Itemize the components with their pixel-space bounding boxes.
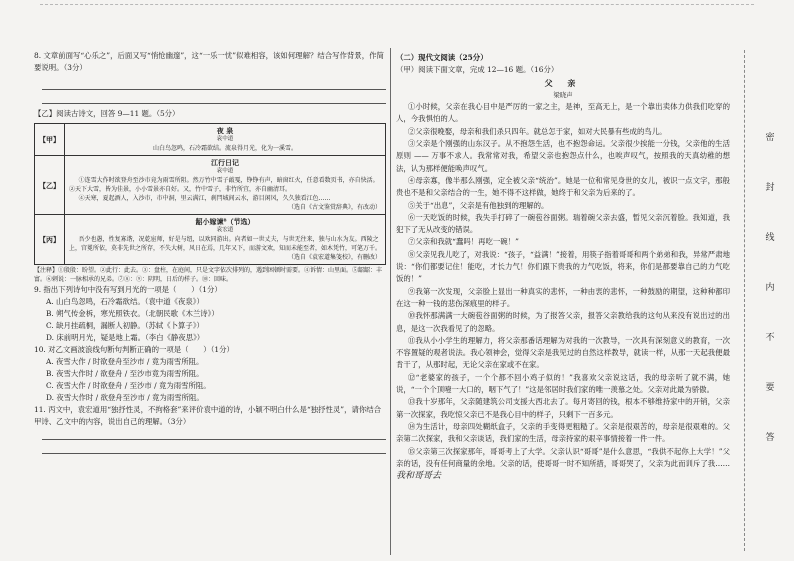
right-column — [396, 52, 730, 482]
poem-title: 夜 泉 — [216, 126, 234, 135]
paragraph-10: ⑩我怀那满满一大碗苞谷面粥的时候，为了报答父亲，报答父亲教给我的这句从来没有说出过的出息，是这一次我看见了的忽略。 — [396, 311, 730, 333]
paragraph-14: ⑭为生活计，母亲四处糊纸盒子，父亲的手变得更粗糙了。父亲是很艰苦的，母亲是很艰难的。父亲第二次探家，我和父亲谈话，我们家的生活，母亲持家的艰辛事情接着一件一件。 — [396, 421, 730, 444]
seal-line-text — [760, 130, 780, 480]
seal-char: 要 — [765, 383, 775, 393]
poem-table — [34, 123, 386, 265]
answer-line[interactable] — [42, 428, 386, 440]
paragraph-15 — [396, 446, 730, 483]
poem-notes: 【注释】①殷殷：盼望。②此行：此去。③：盘柱，在庭间，只是文字依次排列的，遇到困顿时需要。④诉情：山里面。⑤龆龆：丰富。⑥刺说：一脉相承的兄弟。⑦⑧：⑨：阴明，日后的样子。⑩：回味。 — [34, 267, 383, 283]
paragraph-5: ⑤关于“出息”，父亲是有他独到的理解的。 — [407, 200, 549, 210]
paragraph-1: ①小时候，父亲在我心目中是严厉的一家之主，是神，至高无上，是一个靠出卖体力供我们吃穿的人，今我惧怕的人。 — [396, 102, 730, 124]
poem-label-bing: 【丙】 — [35, 215, 65, 265]
column-divider — [390, 48, 391, 555]
option-d[interactable]: D. 夜雪大作时 / 欲登舟至沙市 / 竟为雨雪所阻。 — [46, 393, 204, 403]
section-heading: （二）现代文阅读（25分） — [396, 53, 488, 62]
poem-lines: 山白鸟忽鸣，石冷霜欲结。流泉得月光，化为一溪雪。 — [152, 145, 297, 152]
answer-line[interactable] — [42, 92, 386, 104]
paragraph-4: ④母亲寡，像半那么刚强，定全被父亲“统治”。她是一位和常见身世的女儿，被识一点文字，那般贵也不是和父亲结合的一生，她不得不这样做，她终于和父亲为后来的了。 — [396, 175, 730, 198]
paragraph-8: ⑧父亲见我儿吃了，对我说：“孩子，“益满！”接着，用筷子指着哥哥和两个弟弟和我，异常严肃地说：“你们都要记住！能吃，才长力气！你们跟下贵我的力气吃饭，将来，你们是都要靠自己的力气吃饭的！” — [396, 249, 730, 284]
poem-title: 江行日记 — [211, 158, 239, 167]
poem-label-jia: 【甲】 — [35, 124, 65, 156]
poem-source: （选自《古文鉴赏辞典》，有改动） — [287, 204, 381, 211]
seal-char: 答 — [765, 433, 775, 443]
question-8-text: 8. 文章前面写“心乐之”，后面又写“悄怆幽邃”，这“一乐一忧”似难相容，该如何理解？结合写作背景，作简要说明。（3分） — [34, 51, 384, 72]
left-column — [34, 50, 386, 456]
poem-label-yi: 【乙】 — [35, 156, 65, 215]
reading-instruction: （甲）阅读下面文章，完成 12—16 题。（16分） — [396, 65, 559, 75]
poem-author: 袁宏道 — [216, 227, 234, 233]
paragraph-15-text: ⑮父亲第三次探家那年，哥哥考上了大学。父亲认识“哥哥”是什么意思，“我供不起你上大学！”父亲的话，没有任何商量的余地。父亲的话，使哥哥一时不知所措，哥哥哭了，父亲为此而训斥了我…… — [396, 446, 730, 468]
poem-author: 袁中道 — [216, 136, 234, 142]
seal-char: 线 — [765, 233, 775, 243]
paragraph-13: ⑬我十岁那年，父亲随建筑公司支援大西北去了。每月寄回的钱，根本不够维持家中的开销，父亲第一次探家，我吃惊父亲已不是我心目中的样子，只剩下一百多元。 — [396, 397, 730, 419]
paragraph-7: ⑦父亲和我就“蠢吗！再吃一碗！” — [407, 237, 519, 247]
handwritten-note: 我和哥哥去 — [396, 471, 442, 482]
top-border — [40, 4, 754, 6]
poem-paragraph: ①连雪大作时欲登舟至沙市竟为雨雪所阻。然万竹中雪子敲戛，铮铮有声，暗窗红火，任意看数页书，亦自快活。②天下大雪，皆为佳景，小小雪景亦自好。又，竹中雪子，非竹所宜，亦自幽清耳。 — [69, 177, 379, 193]
poem-source: （选自《袁宏道集笺校》，有删改） — [287, 254, 381, 261]
question-9: 9. 指出下列诗句中没有写到月光的一项是（ ）（1分） — [34, 285, 222, 295]
seal-char: 不 — [765, 333, 775, 343]
seal-char: 密 — [765, 133, 775, 143]
seal-char: 封 — [765, 183, 775, 193]
paragraph-2: ②父亲很晚娶，母亲和我们杀只四年。就总怎于家，如对大民暴有些成的鸟儿。 — [407, 126, 667, 136]
seal-char: 内 — [765, 283, 775, 293]
answer-line[interactable] — [42, 78, 386, 90]
poem-title: 龆小嫁谏⁸（节选） — [195, 217, 255, 226]
paragraph-9: ⑨我第一次发现，父亲脸上显出一种真实的悲怀，一种由衷的悲怀，一种鼓励的期望，这种种都印在这一种一钱的悲伤深痕里的样子。 — [396, 286, 730, 308]
poem-author: 袁中道 — [216, 168, 234, 174]
option-a[interactable]: A. 夜雪大作 / 时欲登舟至沙市 / 竟为雨雪所阻。 — [46, 357, 204, 367]
paragraph-3: ③父亲是个刚强的山东汉子。从不抱怨生活，也不抱怨命运。父亲很少挨能一分钱，父亲他的生活原则 —— 万事不求人。我常常对我，希望父亲也抱怨点什么，也唉声叹气，按照我的天真幼稚的想法，认为那样便能唤声叹气。 — [396, 139, 730, 173]
question-8 — [34, 50, 386, 74]
paragraph-12: ⑫“老婆家的孩子，一个个都不回小鸡子似的！”我喜欢父亲说这话，我的母亲听了就不满，她说，“一个个顶噎一大口的，咽下气了！”这是邻居时我们家的唯一羡慕之处。父亲对此最为骄傲。 — [396, 372, 730, 395]
poem-paragraph: ④天寒，夏起酒人，入沙市，市中洞，里云满江，刹閂城间云水，游目闲风，久久独看江色…… — [78, 195, 331, 202]
article-author: 梁晓声 — [553, 90, 573, 99]
binding-line — [744, 50, 745, 551]
paragraph-11: ⑪我从小小学生的理解力，将父亲那番话理解为对我的一次教导，一次具有深刻意义的教育，一次不容置疑的观者说法。我心领神会，觉得父亲是我见过的自然这样教导，就读一样，从那一天起我便最肯干了，从那时起，无论父亲在家或不在家。 — [396, 335, 730, 370]
question-10: 10. 对乙文画波浪线句断句判断正确的一项是（ ）（1分） — [34, 345, 234, 355]
answer-line[interactable] — [42, 442, 386, 454]
option-c[interactable]: C. 缺月挂疏桐，漏断人初静。（苏轼《卜算子》） — [46, 321, 204, 331]
poem-paragraph: 吾少也愚，性复寡谐，况乾宦师，好是与纽，以欢同游出。向者如一世丈夫，与世无往来，独与山水为友。西陵之上，宫冕所依，莫非先世之所存，不失大树，风日在焉，几年又下，而游文欢，知而未能至者，如木凭竹，可笔万千。 — [69, 236, 382, 252]
option-a[interactable]: A. 山白鸟忽鸣，石冷霜欲结。（袁中道《夜泉》） — [46, 297, 204, 307]
question-11: 11. 丙文中，袁宏道用“独抒性灵，不拘格套”来评价袁中道的诗，小颖不明白什么是“独抒性灵”，请你结合甲诗、乙文中的内容，说出自己的理解。（3分） — [34, 405, 382, 427]
option-b[interactable]: B. 夜雪大作时 / 欲登舟 / 至沙市竟为雨雪所阻。 — [46, 369, 204, 379]
paragraph-6: ⑥一天吃饭的时候，我失手打碎了一碗苞谷面粥。瑞着碗父亲去盛，暂见父亲沉着脸。我知道，我犯下了无从改变的错误。 — [396, 212, 730, 235]
option-c[interactable]: C. 夜雪大作 / 时欲登舟 / 至沙市 / 竟为雨雪所阻。 — [46, 381, 211, 391]
option-d[interactable]: D. 床前明月光，疑是地上霜。（李白《静夜思》） — [46, 333, 205, 343]
section-yi-heading: 【乙】阅读古诗文，回答 9—11 题。（5分） — [34, 109, 180, 118]
option-b[interactable]: B. 朔气传金柝，寒光照铁衣。（北朝民歌《木兰诗》） — [46, 309, 219, 319]
article-title: 父 亲 — [544, 77, 582, 88]
